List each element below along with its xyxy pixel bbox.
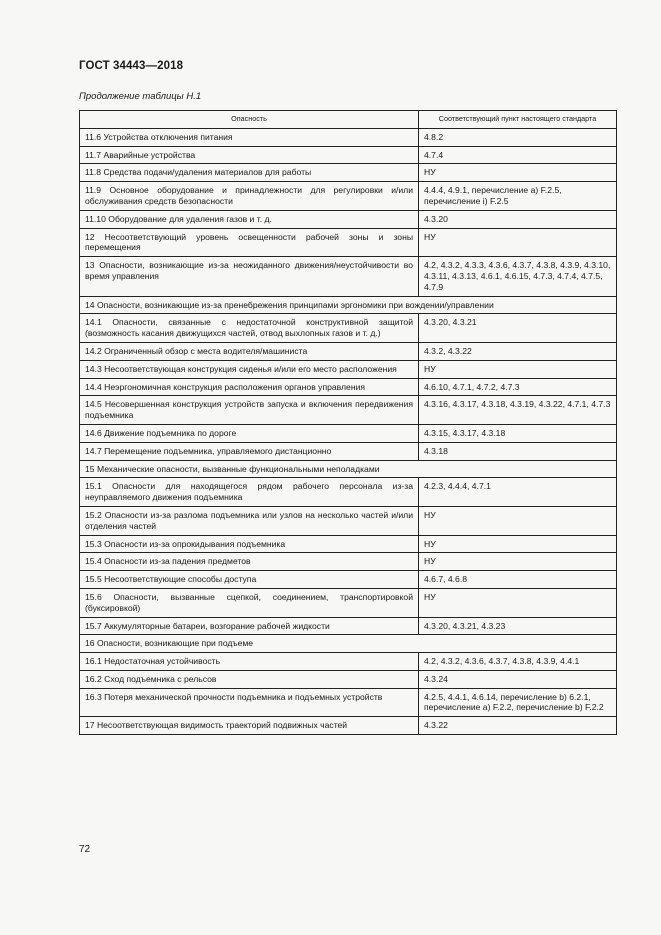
hazard-cell: 14.4 Неэргономичная конструкция расположения органов управления <box>80 378 419 396</box>
hazard-cell: 15.6 Опасности, вызванные сцепкой, соединением, транспортировкой (буксировкой) <box>80 588 419 617</box>
hazard-cell: 16.3 Потеря механической прочности подъемника и подъемных устройств <box>80 688 419 717</box>
table-row <box>80 442 617 460</box>
table-row <box>80 670 617 688</box>
reference-cell: 4.2, 4.3.2, 4.3.6, 4.3.7, 4.3.8, 4.3.9, 4.4.1 <box>419 653 617 671</box>
reference-cell: 4.3.20, 4.3.21, 4.3.23 <box>419 617 617 635</box>
table-row <box>80 314 617 343</box>
hazard-cell: 16.2 Сход подъемника с рельсов <box>80 670 419 688</box>
table-row <box>80 257 617 296</box>
reference-cell: 4.2.5, 4.4.1, 4.6.14, перечисление b) 6.2.1, перечисление а) F.2.2, перечисление b) F.2.2 <box>419 688 617 717</box>
table-row <box>80 478 617 507</box>
hazard-cell: 12 Несоответствующий уровень освещенности рабочей зоны и зоны перемещения <box>80 228 419 257</box>
table-row <box>80 396 617 425</box>
reference-cell: 4.6.7, 4.6.8 <box>419 571 617 589</box>
table-row <box>80 553 617 571</box>
section-heading-cell: 15 Механические опасности, вызванные функциональными неполадками <box>80 460 617 478</box>
table-row <box>80 535 617 553</box>
hazard-cell: 14.1 Опасности, связанные с недостаточной конструктивной защитой (возможность касания движущихся частей, отвод выхлопных газов и т. д.) <box>80 314 419 343</box>
table-row <box>80 164 617 182</box>
reference-cell: 4.3.24 <box>419 670 617 688</box>
hazard-cell: 14.7 Перемещение подъемника, управляемого дистанционно <box>80 442 419 460</box>
reference-cell: НУ <box>419 553 617 571</box>
reference-cell: 4.2, 4.3.2, 4.3.3, 4.3.6, 4.3.7, 4.3.8, 4.3.9, 4.3.10, 4.3.11, 4.3.13, 4.6.1, 4.6.15, 4.7.3, 4.7.4, 4.7.5, 4.7.9 <box>419 257 617 296</box>
hazard-cell: 17 Несоответствующая видимость траекторий подвижных частей <box>80 717 419 735</box>
hazard-cell: 14.5 Несовершенная конструкция устройств запуска и включения передвижения подъемника <box>80 396 419 425</box>
hazard-cell: 13 Опасности, возникающие из-за неожиданного движения/неустойчивости во время управления <box>80 257 419 296</box>
column-header-reference: Соответствующий пункт настоящего стандарта <box>419 111 617 129</box>
column-header-hazard: Опасность <box>80 111 419 129</box>
reference-cell: 4.3.2, 4.3.22 <box>419 342 617 360</box>
reference-cell: 4.3.18 <box>419 442 617 460</box>
reference-cell: 4.8.2 <box>419 128 617 146</box>
reference-cell: 4.3.20 <box>419 210 617 228</box>
table-row <box>80 717 617 735</box>
hazard-cell: 11.9 Основное оборудование и принадлежности для регулировки и/или обслуживания средств безопасности <box>80 182 419 211</box>
reference-cell: 4.7.4 <box>419 146 617 164</box>
table-row <box>80 688 617 717</box>
hazard-cell: 16.1 Недостаточная устойчивость <box>80 653 419 671</box>
table-row <box>80 506 617 535</box>
table-row <box>80 635 617 653</box>
reference-cell: 4.2.3, 4.4.4, 4.7.1 <box>419 478 617 507</box>
table-header-row <box>80 111 617 129</box>
table-caption: Продолжение таблицы Н.1 <box>79 91 202 102</box>
page-number: 72 <box>79 844 91 855</box>
section-heading-cell: 16 Опасности, возникающие при подъеме <box>80 635 617 653</box>
table-row <box>80 128 617 146</box>
reference-cell: НУ <box>419 506 617 535</box>
reference-cell: НУ <box>419 588 617 617</box>
table-row <box>80 460 617 478</box>
table-row <box>80 588 617 617</box>
reference-cell: 4.6.10, 4.7.1, 4.7.2, 4.7.3 <box>419 378 617 396</box>
reference-cell: 4.3.16, 4.3.17, 4.3.18, 4.3.19, 4.3.22, 4.7.1, 4.7.3 <box>419 396 617 425</box>
reference-cell: НУ <box>419 535 617 553</box>
reference-cell: 4.3.15, 4.3.17, 4.3.18 <box>419 424 617 442</box>
hazard-cell: 11.7 Аварийные устройства <box>80 146 419 164</box>
table-row <box>80 210 617 228</box>
table-row <box>80 360 617 378</box>
hazard-cell: 15.3 Опасности из-за опрокидывания подъемника <box>80 535 419 553</box>
hazard-cell: 15.7 Аккумуляторные батареи, возгорание рабочей жидкости <box>80 617 419 635</box>
table-row <box>80 653 617 671</box>
hazard-cell: 15.2 Опасности из-за разлома подъемника или узлов на несколько частей и/или отделения частей <box>80 506 419 535</box>
section-heading-cell: 14 Опасности, возникающие из-за пренебрежения принципами эргономики при вождении/управлении <box>80 296 617 314</box>
hazard-cell: 15.5 Несоответствующие способы доступа <box>80 571 419 589</box>
table-row <box>80 424 617 442</box>
hazard-cell: 15.4 Опасности из-за падения предметов <box>80 553 419 571</box>
reference-cell: 4.3.22 <box>419 717 617 735</box>
reference-cell: НУ <box>419 360 617 378</box>
hazard-cell: 14.2 Ограниченный обзор с места водителя/машиниста <box>80 342 419 360</box>
hazard-cell: 15.1 Опасности для находящегося рядом рабочего персонала из-за неуправляемого движения подъемника <box>80 478 419 507</box>
hazard-cell: 11.8 Средства подачи/удаления материалов для работы <box>80 164 419 182</box>
hazards-table <box>79 110 617 735</box>
table-row <box>80 342 617 360</box>
standard-header: ГОСТ 34443—2018 <box>79 60 184 72</box>
table-row <box>80 296 617 314</box>
table-row <box>80 228 617 257</box>
reference-cell: 4.3.20, 4.3.21 <box>419 314 617 343</box>
table-row <box>80 182 617 211</box>
reference-cell: НУ <box>419 228 617 257</box>
reference-cell: НУ <box>419 164 617 182</box>
reference-cell: 4.4.4, 4.9.1, перечисление а) F.2.5, перечисление i) F.2.5 <box>419 182 617 211</box>
table-row <box>80 571 617 589</box>
hazard-cell: 11.10 Оборудование для удаления газов и т. д. <box>80 210 419 228</box>
table-row <box>80 378 617 396</box>
table-row <box>80 617 617 635</box>
hazard-cell: 14.3 Несоответствующая конструкция сиденья и/или его место расположения <box>80 360 419 378</box>
hazard-cell: 14.6 Движение подъемника по дороге <box>80 424 419 442</box>
hazard-cell: 11.6 Устройства отключения питания <box>80 128 419 146</box>
table-row <box>80 146 617 164</box>
